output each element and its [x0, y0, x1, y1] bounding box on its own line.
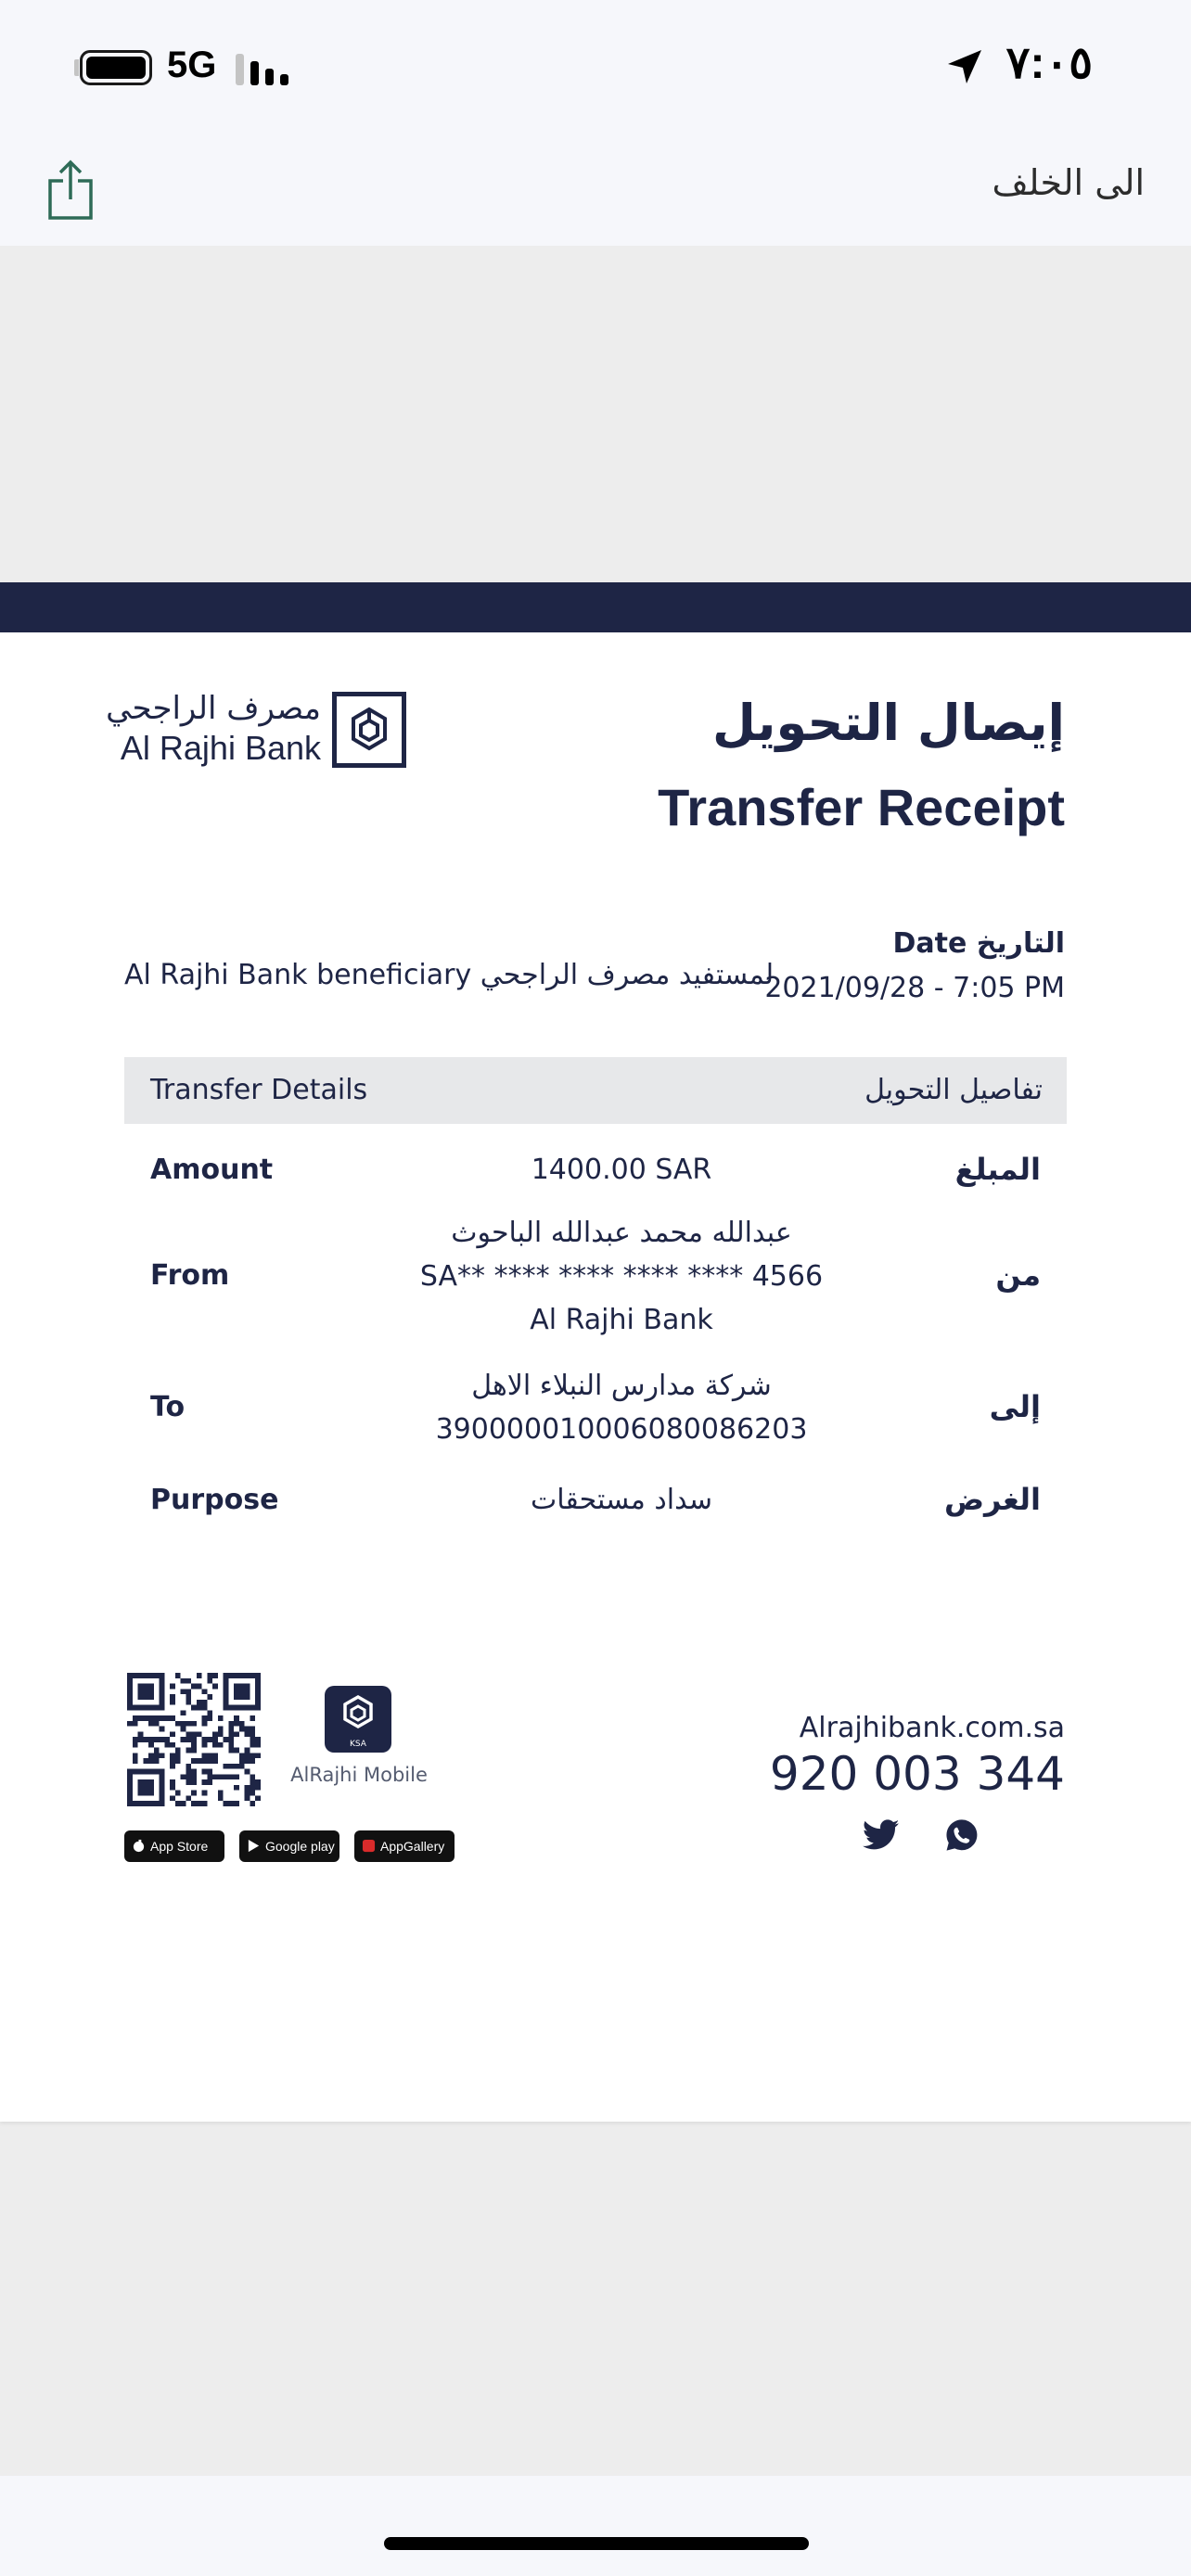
to-label: To	[150, 1391, 186, 1423]
google-play-icon	[247, 1839, 261, 1853]
amount-label-arabic: المبلغ	[954, 1152, 1041, 1187]
battery-icon	[80, 50, 152, 85]
whatsapp-icon[interactable]	[944, 1817, 980, 1853]
appgallery-icon	[362, 1839, 376, 1853]
share-icon[interactable]	[45, 157, 96, 223]
date-value: 2021/09/28 - 7:05 PM	[764, 972, 1065, 1004]
apple-icon	[132, 1839, 146, 1853]
signal-icon	[236, 52, 291, 85]
from-label-arabic: من	[995, 1257, 1041, 1293]
twitter-icon[interactable]	[863, 1819, 900, 1851]
receipt-title-english: Transfer Receipt	[658, 778, 1065, 836]
home-indicator[interactable]	[384, 2537, 809, 2550]
battery-tip	[74, 59, 79, 76]
appgallery-badge[interactable]	[354, 1830, 455, 1862]
transfer-receipt	[0, 582, 1191, 2122]
network-label: 5G	[167, 45, 217, 85]
from-bank: Al Rajhi Bank	[530, 1304, 713, 1336]
bank-website[interactable]: Alrajhibank.com.sa	[799, 1712, 1065, 1744]
alrajhi-mobile-app-icon[interactable]	[325, 1686, 391, 1753]
appgallery-label: AppGallery	[380, 1839, 445, 1854]
transfer-details-header	[124, 1057, 1067, 1124]
app-badge-ksa: KSA	[350, 1740, 366, 1749]
purpose-label: Purpose	[150, 1484, 279, 1516]
details-header-english: Transfer Details	[150, 1074, 368, 1106]
clock: ٧:٠٥	[1005, 39, 1093, 88]
qr-code	[127, 1673, 261, 1806]
receipt-title-arabic: إيصال التحويل	[711, 694, 1065, 752]
logo-english: Al Rajhi Bank	[120, 729, 321, 767]
nav-bar	[0, 134, 1191, 246]
location-arrow-icon	[942, 45, 987, 89]
logo-mark-icon	[332, 692, 406, 768]
beneficiary-type: Al Rajhi Bank beneficiary لمستفيد مصرف الراجحي	[124, 959, 775, 991]
from-account: SA** **** **** **** **** 4566	[419, 1260, 824, 1293]
details-header-arabic: تفاصيل التحويل	[864, 1074, 1043, 1106]
bank-phone[interactable]: 920 003 344	[769, 1747, 1065, 1801]
google-play-badge[interactable]	[239, 1830, 339, 1862]
to-name: شركة مدارس النبلاء الاهل	[471, 1370, 772, 1402]
to-label-arabic: إلى	[989, 1389, 1041, 1424]
back-button[interactable]: الى الخلف	[992, 162, 1145, 203]
from-label: From	[150, 1259, 230, 1292]
status-bar	[0, 0, 1191, 134]
app-label: AlRajhi Mobile	[290, 1764, 428, 1786]
from-name: عبدالله محمد عبدالله الباحوث	[451, 1217, 792, 1249]
app-store-label: App Store	[150, 1839, 209, 1854]
date-label: Date التاريخ	[892, 927, 1065, 960]
amount-label: Amount	[150, 1154, 274, 1186]
bank-logo	[106, 690, 406, 772]
to-account: 39000001000608008620​3	[435, 1413, 808, 1446]
app-store-badge[interactable]	[124, 1830, 224, 1862]
receipt-top-band	[0, 582, 1191, 632]
google-play-label: Google play	[265, 1839, 335, 1854]
bottom-bar	[0, 2476, 1191, 2576]
purpose-label-arabic: الغرض	[944, 1482, 1041, 1517]
purpose-value: سداد مستحقات	[531, 1484, 712, 1516]
amount-value: 1400.00 SAR	[531, 1154, 712, 1186]
logo-arabic: مصرف الراجحي	[106, 690, 321, 727]
